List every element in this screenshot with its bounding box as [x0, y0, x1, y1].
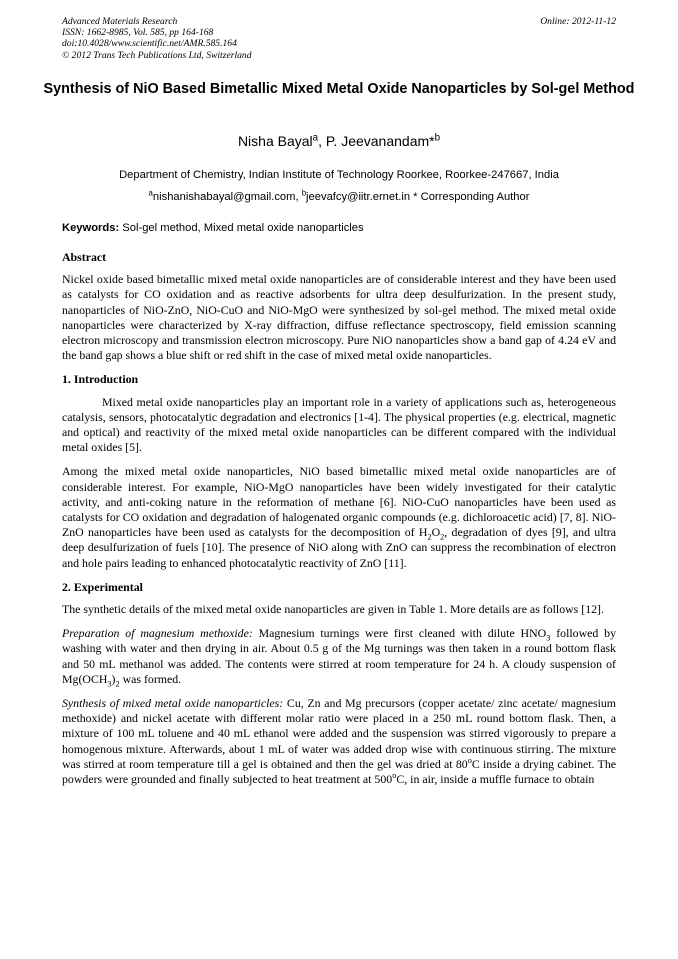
text-run: Among the mixed metal oxide nanoparticles, NiO based bimetallic mixed metal oxide nanoparticles are of considerable interest. For example, NiO-MgO nanoparticles have been widely investigated for their catalytic activity, and anti-coking nature in the reformation of methane [6]. NiO-CuO nanoparticles have been used as catalysts for CO oxidation and degradation of halogenated organic compounds (e.g. dichloroacetic acid) [7, 8]. NiO-ZnO nanoparticles have been used as catalysts for the decomposition of H: [62, 464, 616, 540]
text-run: followed by washing with water and then drying in air. About 0.5 g of the Mg turnings was then taken in a round bottom flask and 50 mL methanol was added. The contents were stirred at room temperature for 24 h. A cloudy suspension of Mg(OCH: [62, 626, 617, 686]
author-affil-marker: b: [434, 132, 441, 144]
text-run: C inside a drying cabinet. The powders were grounded and finally subjected to heat treatment at 500: [62, 756, 616, 787]
section-heading-experimental: 2. Experimental: [62, 579, 143, 594]
subscript: 2: [440, 532, 445, 542]
text-run: C, in air, inside a muffle furnace to obtain: [396, 772, 595, 787]
body-paragraph: Mixed metal oxide nanoparticles play an important role in a variety of applications such as, heterogeneous catalysis, sensors, photocatalytic degradation and electronics [1-4]. The physical properties (e.g. electrical, magnetic and optical) and reactivity of the mixed metal oxide nanoparticles can be different compared with the individual metal oxides [5].: [62, 394, 616, 455]
subscript: 2: [427, 532, 432, 542]
affiliation: Department of Chemistry, Indian Institute of Technology Roorkee, Roorkee-247667, India: [119, 169, 559, 181]
author-name: P. Jeevanandam*: [325, 133, 435, 149]
text-run: O: [431, 525, 441, 540]
journal-name: Advanced Materials Research: [62, 16, 178, 27]
body-paragraph: [62, 696, 616, 787]
abstract-heading: Abstract: [62, 250, 107, 264]
superscript: o: [467, 755, 472, 765]
email-marker: b: [301, 188, 307, 198]
subscript: 3: [107, 679, 112, 689]
online-date: Online: 2012-11-12: [540, 16, 616, 27]
text-run: was formed.: [119, 671, 182, 686]
paper-body: [62, 250, 616, 796]
author-list: [40, 132, 638, 150]
keywords: [62, 221, 616, 235]
journal-doi: doi:10.4028/www.scientific.net/AMR.585.164: [62, 38, 237, 50]
keywords-text: Sol-gel method, Mixed metal oxide nanoparticles: [119, 222, 364, 234]
paper-title: Synthesis of NiO Based Bimetallic Mixed Metal Oxide Nanoparticles by Sol-gel Method: [43, 81, 635, 97]
journal-header: [62, 16, 616, 61]
subscript: 3: [546, 633, 551, 643]
author-name: Nisha Bayal: [237, 133, 313, 149]
journal-copyright: © 2012 Trans Tech Publications Ltd, Switzerland: [62, 49, 252, 61]
subscript: 2: [115, 679, 120, 689]
body-paragraph: The synthetic details of the mixed metal oxide nanoparticles are given in Table 1. More details are as follows [12].: [62, 602, 604, 617]
body-paragraph: [62, 464, 616, 570]
keywords-label: Keywords:: [62, 222, 120, 234]
email-marker: a: [148, 188, 153, 198]
section-heading-introduction: 1. Introduction: [62, 372, 139, 387]
body-paragraph: [62, 626, 616, 687]
text-run: Magnesium turnings were first cleaned with dilute HNO: [252, 626, 547, 641]
affiliation-block: [40, 164, 638, 208]
run-in-heading: Synthesis of mixed metal oxide nanoparticles:: [62, 696, 284, 711]
author-separator: ,: [318, 133, 326, 149]
email-line: [40, 186, 638, 208]
email-link[interactable]: jeevafcy@iitr.ernet.in * Corresponding Author: [306, 191, 530, 203]
text-run: Cu, Zn and Mg precursors (copper acetate/ zinc acetate/ magnesium methoxide) and nickel acetate with different molar ratio were placed in a 250 mL round bottom flask. Then, a mixture of 100 mL toluene and 40 mL ethanol were added and the suspension was stirred vigorously to prepare a homogenous mixture. Afterwards, about 1 mL of water was added drop wise with continuous stirring. The mixture was stirred at room temperature till a gel is obtained and then the gel was dried at 80: [62, 696, 616, 771]
abstract-paragraph: Nickel oxide based bimetallic mixed metal oxide nanoparticles are of considerable interest and they have been used as catalysts for CO oxidation and as reactive adsorbents for ultra deep desulfurization. In the present study, nanoparticles of NiO-ZnO, NiO-CuO and NiO-MgO were synthesized by sol-gel method. The mixed metal oxide nanoparticles were characterized by X-ray diffraction, diffuse reflectance spectroscopy, field emission scanning electron microscopy and transmission electron microscopy. Pure NiO nanoparticles show a band gap of 4.24 eV and the band gap shows a blue shift or red shift in the case of mixed metal oxide nanoparticles.: [62, 272, 616, 363]
author-affil-marker: a: [312, 132, 319, 144]
email-link[interactable]: nishanishabayal@gmail.com,: [152, 191, 302, 203]
text-run: , degradation of dyes [9], and ultra deep desulfurization of fuels [10]. The presence of NiO along with ZnO can suppress the recombination of electron and hole pairs leading to enhanced photocatalytic reactivity of ZnO [11].: [62, 525, 616, 570]
superscript: o: [392, 771, 397, 781]
run-in-heading: Preparation of magnesium methoxide:: [62, 626, 253, 641]
journal-issn: ISSN: 1662-8985, Vol. 585, pp 164-168: [62, 27, 214, 39]
text-run: ): [111, 671, 116, 686]
